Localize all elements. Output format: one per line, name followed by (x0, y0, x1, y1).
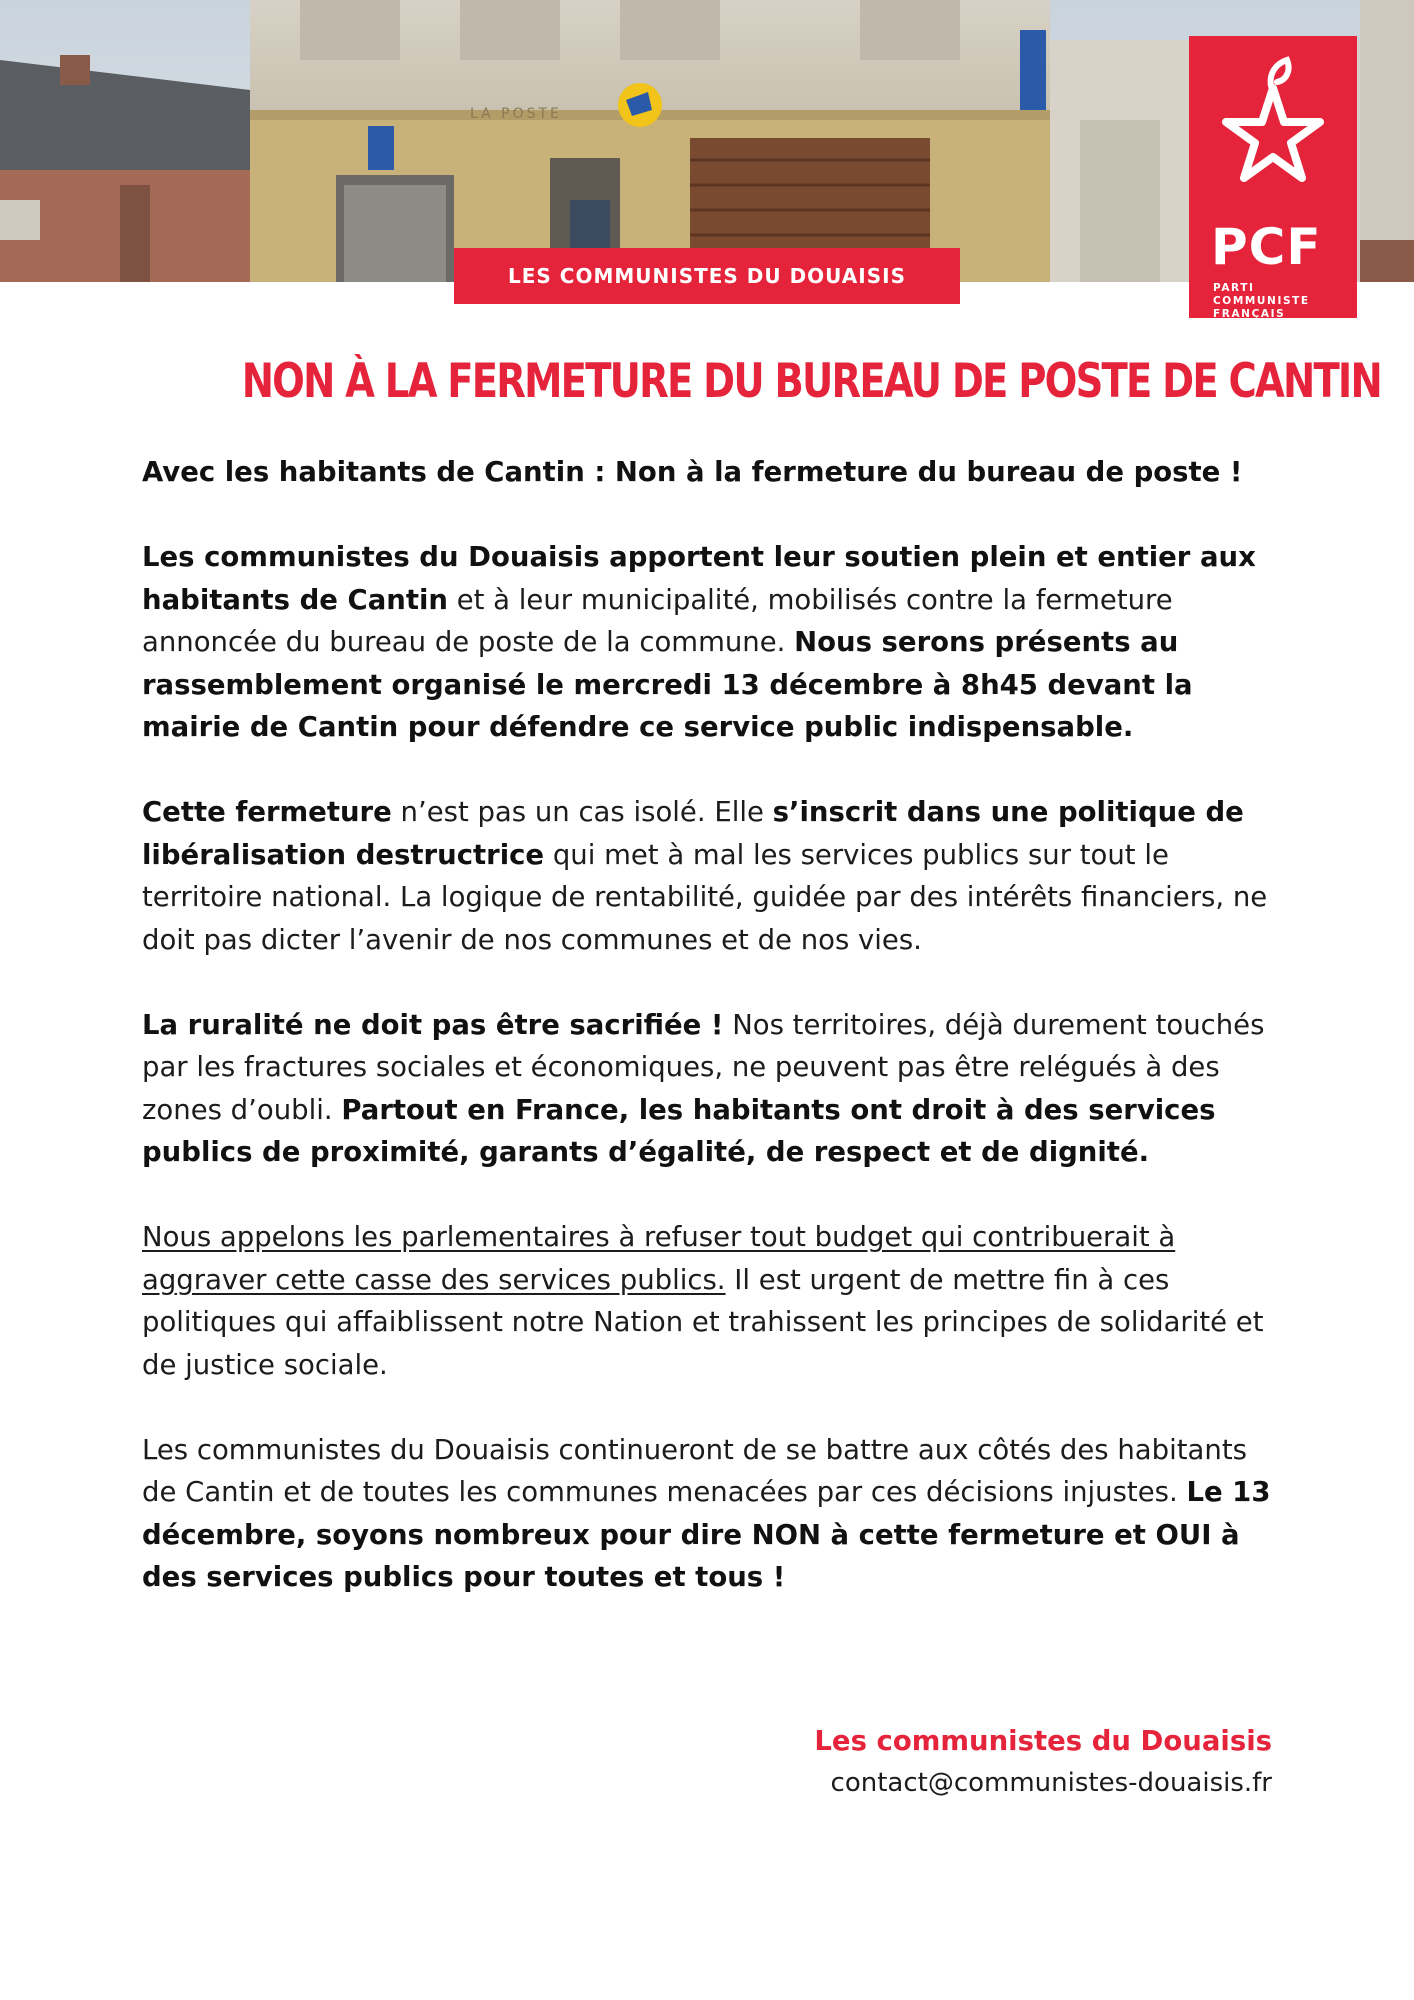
page-title: NON À LA FERMETURE DU BUREAU DE POSTE DE CANTIN (241, 354, 1381, 409)
star-icon (1205, 46, 1341, 206)
logo-subtitle-line: COMMUNISTE (1213, 295, 1310, 307)
signature (814, 1720, 1272, 1804)
paragraph-intro (142, 451, 1272, 494)
bold-text: Cette fermeture (142, 796, 392, 828)
bold-text: Partout en France, les habitants ont droit à des services publics de proximité, garants d’égalité, de respect et de dignité. (142, 1093, 1216, 1168)
logo-subtitle-line: FRANÇAIS (1213, 308, 1286, 320)
pcf-logo (1189, 36, 1357, 318)
paragraph-context (142, 791, 1272, 961)
body-text: Les communistes du Douaisis continueront de se battre aux côtés des habitants de Cantin et de toutes les communes menacées par ces décisions injustes. (142, 1433, 1247, 1508)
body-text: Nos territoires, déjà durement touchés par les fractures sociales et économiques, ne peuvent pas être relégués à des zones d’oubli. (142, 1008, 1265, 1126)
paragraph-support (142, 536, 1272, 749)
paragraph-appeal (142, 1216, 1272, 1386)
photo-sign: LA POSTE (470, 106, 562, 122)
logo-acronym: PCF (1211, 218, 1322, 276)
bold-text: s’inscrit dans une politique de libéralisation destructrice (142, 796, 1244, 871)
paragraph-conclusion (142, 1429, 1272, 1599)
logo-subtitle-line: PARTI (1213, 282, 1255, 294)
body-text: et à leur municipalité, mobilisés contre la fermeture annoncée du bureau de poste de la commune. (142, 583, 1173, 658)
body-text: n’est pas un cas isolé. Elle (391, 796, 773, 828)
body-text: qui met à mal les services publics sur tout le territoire national. La logique de rentabilité, guidée par des intérêts financiers, ne doit pas dicter l’avenir de nos communes et de nos vies. (142, 838, 1268, 956)
bold-text: La ruralité ne doit pas être sacrifiée ! (142, 1008, 724, 1041)
logo-subtitle (1213, 282, 1343, 321)
bold-text: Le 13 décembre, soyons nombreux pour dire NON à cette fermeture et OUI à des services publics pour toutes et tous ! (142, 1476, 1271, 1593)
bold-text: Les communistes du Douaisis apportent leur soutien plein et entier aux habitants de Cantin (142, 541, 1256, 616)
bold-text: Avec les habitants de Cantin : Non à la fermeture du bureau de poste ! (142, 456, 1243, 488)
banner-label: LES COMMUNISTES DU DOUAISIS (454, 248, 960, 304)
signature-name: Les communistes du Douaisis (814, 1725, 1272, 1757)
contact-email[interactable]: contact@communistes-douaisis.fr (830, 1768, 1272, 1798)
article-body (142, 451, 1272, 1641)
bold-text: Nous serons présents au rassemblement organisé le mercredi 13 décembre à 8h45 devant la mairie de Cantin pour défendre ce service public indispensable. (142, 626, 1193, 743)
paragraph-rurality (142, 1004, 1272, 1174)
body-text: Il est urgent de mettre fin à ces politiques qui affaiblissent notre Nation et trahissent les principes de solidarité et de justice sociale. (142, 1263, 1264, 1381)
underlined-text: Nous appelons les parlementaires à refuser tout budget qui contribuerait à aggraver cette casse des services publics. (142, 1221, 1176, 1296)
